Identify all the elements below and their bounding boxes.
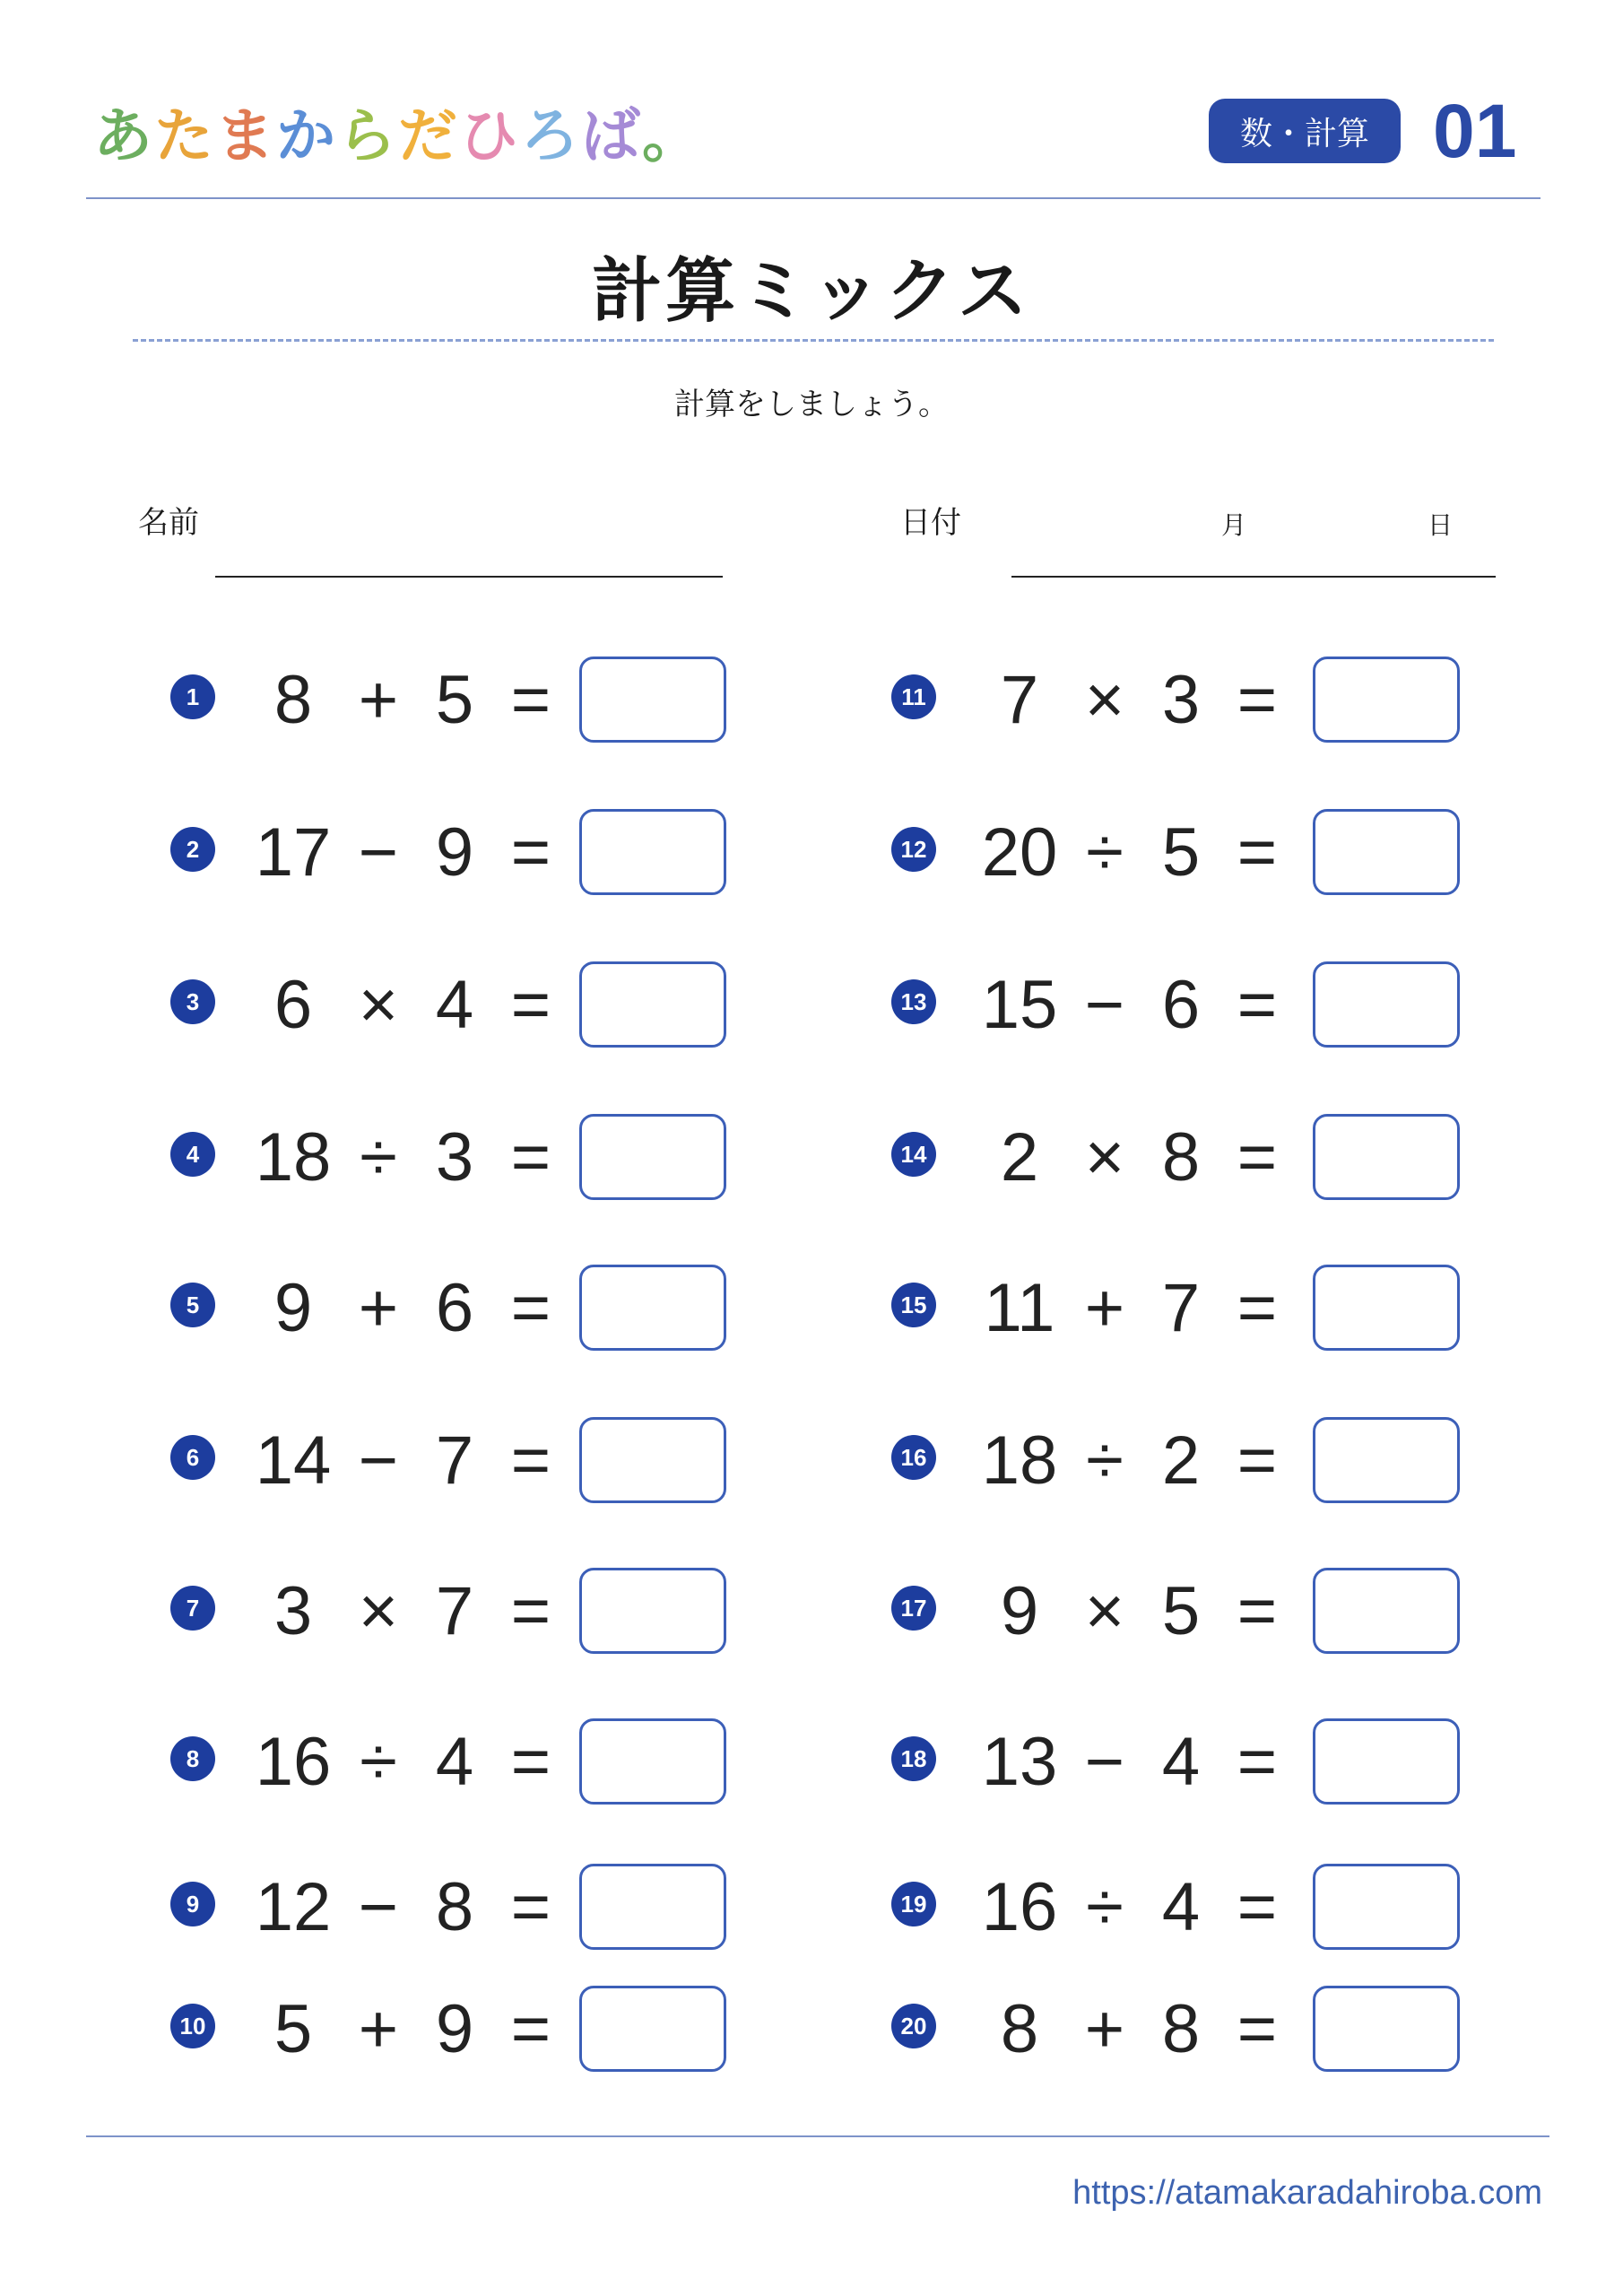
problem-number-badge: 13 xyxy=(891,979,936,1024)
operand-b: 7 xyxy=(1161,1269,1201,1346)
operand-b: 2 xyxy=(1161,1422,1201,1499)
problem-number-badge: 7 xyxy=(170,1586,215,1631)
answer-box[interactable] xyxy=(579,657,726,743)
operator: × xyxy=(1084,1572,1125,1649)
problem-number-badge: 14 xyxy=(891,1132,936,1177)
answer-box[interactable] xyxy=(579,1864,726,1950)
logo-char: か xyxy=(276,100,337,170)
logo-char: だ xyxy=(398,100,459,170)
logo-char: ろ xyxy=(520,100,581,170)
operand-b: 8 xyxy=(1161,1990,1201,2067)
equals-sign: = xyxy=(510,1269,551,1346)
operand-a: 17 xyxy=(255,813,332,891)
answer-box[interactable] xyxy=(1313,1114,1460,1200)
problem-number-badge: 18 xyxy=(891,1736,936,1781)
operand-b: 3 xyxy=(435,1118,474,1196)
day-label: 日 xyxy=(1428,510,1454,540)
operator: × xyxy=(358,966,399,1043)
site-logo xyxy=(93,94,703,170)
operand-b: 5 xyxy=(1161,1572,1201,1649)
problem-number-badge: 11 xyxy=(891,674,936,719)
problem-number-badge: 1 xyxy=(170,674,215,719)
problem-number-badge: 12 xyxy=(891,827,936,872)
page-title: 計算ミックス xyxy=(592,251,1031,332)
operand-a: 16 xyxy=(255,1723,332,1800)
title-divider xyxy=(133,339,1494,342)
operand-a: 9 xyxy=(1000,1572,1039,1649)
equals-sign: = xyxy=(510,1868,551,1945)
equals-sign: = xyxy=(1237,813,1278,891)
operand-b: 9 xyxy=(435,1990,474,2067)
logo-char: ま xyxy=(215,100,276,170)
equals-sign: = xyxy=(510,1422,551,1499)
problem-expression xyxy=(970,1261,1293,1354)
equals-sign: = xyxy=(1237,1269,1278,1346)
problem-expression xyxy=(970,1413,1293,1507)
instruction-text: 計算をしましょう。 xyxy=(674,387,949,422)
operand-b: 6 xyxy=(435,1269,474,1346)
problem-expression xyxy=(244,1110,567,1204)
equals-sign: = xyxy=(1237,966,1278,1043)
operand-a: 2 xyxy=(1000,1118,1039,1196)
operator: + xyxy=(1084,1269,1125,1346)
operand-b: 7 xyxy=(435,1422,474,1499)
problem-expression xyxy=(244,958,567,1051)
operator: − xyxy=(358,1868,399,1945)
operand-b: 9 xyxy=(435,813,474,891)
operator: × xyxy=(1084,1118,1125,1196)
problem-expression xyxy=(244,805,567,899)
equals-sign: = xyxy=(510,966,551,1043)
problem-number-badge: 20 xyxy=(891,2004,936,2048)
equals-sign: = xyxy=(1237,1422,1278,1499)
operand-a: 6 xyxy=(273,966,313,1043)
operand-a: 13 xyxy=(981,1723,1058,1800)
equals-sign: = xyxy=(1237,1990,1278,2067)
equals-sign: = xyxy=(1237,1868,1278,1945)
answer-box[interactable] xyxy=(1313,961,1460,1048)
problem-expression xyxy=(244,653,567,746)
date-write-line[interactable] xyxy=(1011,576,1496,578)
operand-a: 15 xyxy=(981,966,1058,1043)
problem-number-badge: 17 xyxy=(891,1586,936,1631)
operator: ÷ xyxy=(1086,1422,1124,1499)
logo-char: 。 xyxy=(642,100,703,170)
operand-b: 7 xyxy=(435,1572,474,1649)
operator: × xyxy=(1084,661,1125,738)
operand-b: 4 xyxy=(1161,1868,1201,1945)
problem-expression xyxy=(970,958,1293,1051)
operator: − xyxy=(358,1422,399,1499)
operand-a: 8 xyxy=(273,661,313,738)
problem-number-badge: 16 xyxy=(891,1435,936,1480)
operand-a: 14 xyxy=(255,1422,332,1499)
logo-char: ら xyxy=(337,100,398,170)
operand-a: 18 xyxy=(255,1118,332,1196)
operator: + xyxy=(358,1269,399,1346)
problem-number-badge: 5 xyxy=(170,1283,215,1327)
operand-a: 20 xyxy=(981,813,1058,891)
equals-sign: = xyxy=(510,1118,551,1196)
problem-number-badge: 3 xyxy=(170,979,215,1024)
answer-box[interactable] xyxy=(1313,1265,1460,1351)
equals-sign: = xyxy=(510,661,551,738)
operand-a: 18 xyxy=(981,1422,1058,1499)
problem-number-badge: 2 xyxy=(170,827,215,872)
problem-number-badge: 19 xyxy=(891,1882,936,1926)
month-label: 月 xyxy=(1221,510,1247,540)
operator: − xyxy=(358,813,399,891)
operand-a: 5 xyxy=(273,1990,313,2067)
problem-expression xyxy=(244,1564,567,1657)
problem-expression xyxy=(244,1860,567,1953)
operand-a: 16 xyxy=(981,1868,1058,1945)
operand-a: 12 xyxy=(255,1868,332,1945)
problem-number-badge: 4 xyxy=(170,1132,215,1177)
problem-expression xyxy=(970,1982,1293,2075)
answer-box[interactable] xyxy=(579,1986,726,2072)
equals-sign: = xyxy=(1237,661,1278,738)
operand-b: 5 xyxy=(1161,813,1201,891)
site-url-link[interactable]: https://atamakaradahiroba.com xyxy=(1072,2174,1542,2212)
problem-number-badge: 8 xyxy=(170,1736,215,1781)
operator: + xyxy=(358,1990,399,2067)
date-label: 日付 xyxy=(900,505,961,541)
operator: ÷ xyxy=(1086,813,1124,891)
answer-box[interactable] xyxy=(1313,1417,1460,1503)
operator: ÷ xyxy=(360,1118,397,1196)
footer-divider xyxy=(86,2135,1549,2137)
category-badge: 数・計算 xyxy=(1209,99,1401,163)
operator: − xyxy=(1084,1723,1125,1800)
name-write-line[interactable] xyxy=(215,576,723,578)
operand-b: 4 xyxy=(435,966,474,1043)
problem-expression xyxy=(970,653,1293,746)
operand-b: 4 xyxy=(1161,1723,1201,1800)
answer-box[interactable] xyxy=(579,961,726,1048)
equals-sign: = xyxy=(510,813,551,891)
operand-a: 9 xyxy=(273,1269,313,1346)
problem-expression xyxy=(970,1860,1293,1953)
answer-box[interactable] xyxy=(1313,1568,1460,1654)
problem-expression xyxy=(244,1982,567,2075)
problem-number-badge: 9 xyxy=(170,1882,215,1926)
operator: ÷ xyxy=(1086,1868,1124,1945)
answer-box[interactable] xyxy=(1313,657,1460,743)
equals-sign: = xyxy=(510,1723,551,1800)
problem-expression xyxy=(970,1564,1293,1657)
operator: + xyxy=(358,661,399,738)
sheet-number: 01 xyxy=(1433,89,1517,173)
answer-box[interactable] xyxy=(1313,1864,1460,1950)
operand-b: 6 xyxy=(1161,966,1201,1043)
logo-char: た xyxy=(154,100,215,170)
problem-number-badge: 10 xyxy=(170,2004,215,2048)
answer-box[interactable] xyxy=(579,1718,726,1805)
answer-box[interactable] xyxy=(579,809,726,895)
operand-a: 7 xyxy=(1000,661,1039,738)
answer-box[interactable] xyxy=(1313,809,1460,895)
problem-expression xyxy=(970,1110,1293,1204)
operand-b: 5 xyxy=(435,661,474,738)
problem-expression xyxy=(244,1715,567,1808)
operand-a: 3 xyxy=(273,1572,313,1649)
logo-char: ひ xyxy=(459,100,520,170)
answer-box[interactable] xyxy=(579,1568,726,1654)
problem-expression xyxy=(970,1715,1293,1808)
operand-a: 8 xyxy=(1000,1990,1039,2067)
equals-sign: = xyxy=(1237,1118,1278,1196)
operator: + xyxy=(1084,1990,1125,2067)
header-divider xyxy=(86,197,1541,199)
operand-a: 11 xyxy=(984,1269,1055,1346)
operator: − xyxy=(1084,966,1125,1043)
operand-b: 3 xyxy=(1161,661,1201,738)
problem-expression xyxy=(244,1261,567,1354)
problem-expression xyxy=(244,1413,567,1507)
problem-number-badge: 6 xyxy=(170,1435,215,1480)
answer-box[interactable] xyxy=(579,1417,726,1503)
equals-sign: = xyxy=(510,1572,551,1649)
operand-b: 8 xyxy=(435,1868,474,1945)
logo-char: あ xyxy=(93,100,154,170)
answer-box[interactable] xyxy=(579,1114,726,1200)
answer-box[interactable] xyxy=(579,1265,726,1351)
equals-sign: = xyxy=(510,1990,551,2067)
operator: ÷ xyxy=(360,1723,397,1800)
answer-box[interactable] xyxy=(1313,1718,1460,1805)
equals-sign: = xyxy=(1237,1723,1278,1800)
problem-number-badge: 15 xyxy=(891,1283,936,1327)
answer-box[interactable] xyxy=(1313,1986,1460,2072)
operand-b: 4 xyxy=(435,1723,474,1800)
problem-expression xyxy=(970,805,1293,899)
operand-b: 8 xyxy=(1161,1118,1201,1196)
equals-sign: = xyxy=(1237,1572,1278,1649)
operator: × xyxy=(358,1572,399,1649)
name-label: 名前 xyxy=(138,505,199,541)
logo-char: ば xyxy=(581,100,642,170)
